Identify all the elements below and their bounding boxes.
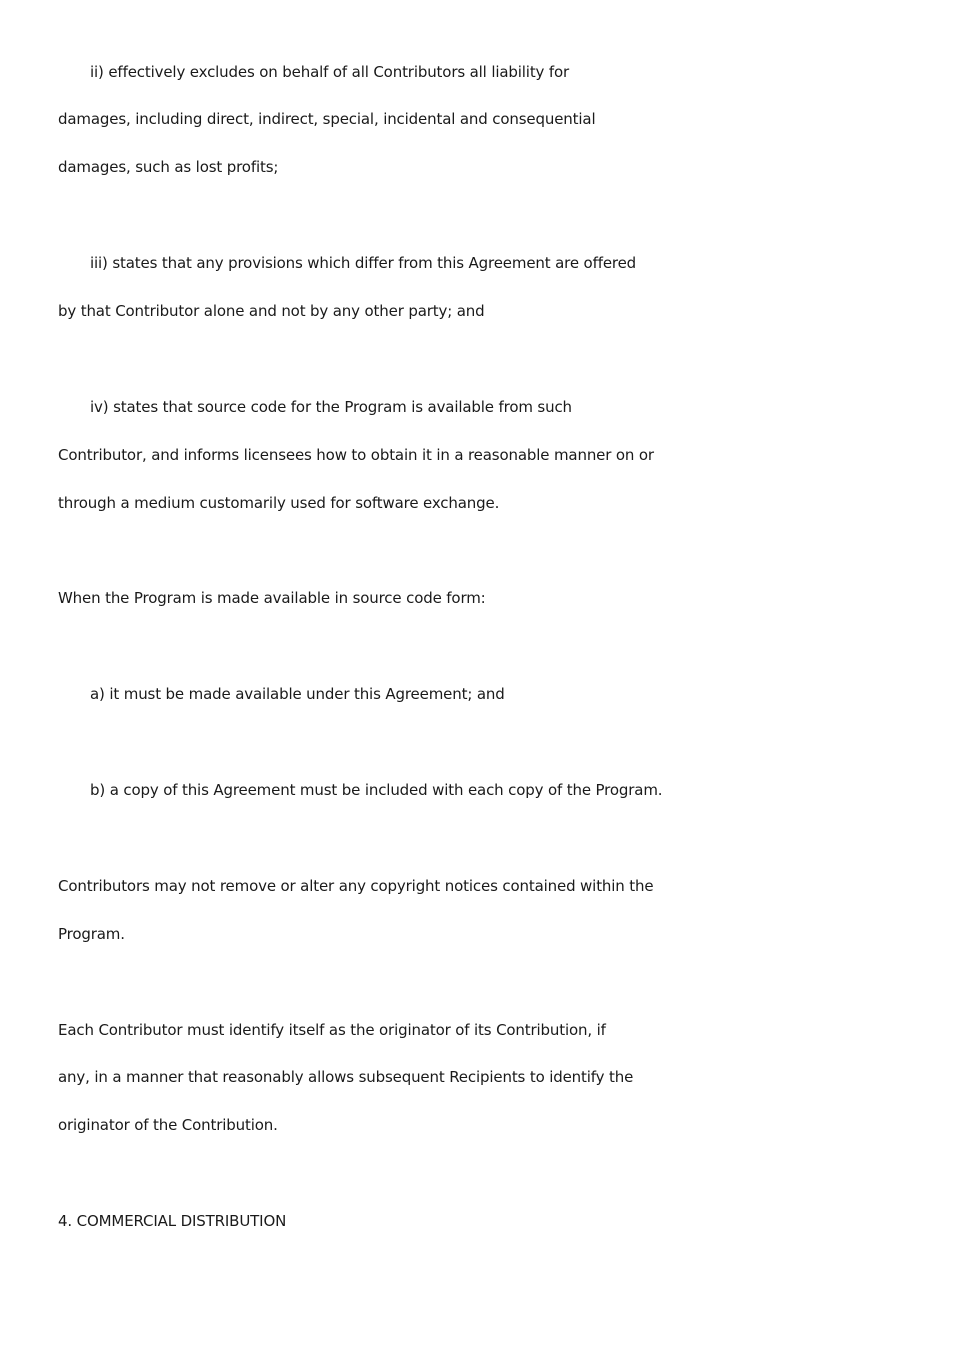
clause-iii-line-1: iii) states that any provisions which differ from this Agreement are offered (90, 254, 637, 272)
originator-line-3: originator of the Contribution. (58, 1116, 278, 1134)
originator-line-1: Each Contributor must identify itself as the originator of its Contribution, if (58, 1021, 606, 1039)
clause-ii-line-1: ii) effectively excludes on behalf of all Contributors all liability for (90, 63, 570, 81)
clause-ii-line-3: damages, such as lost profits; (58, 158, 279, 176)
copyright-notice-line-1: Contributors may not remove or alter any copyright notices contained within the (58, 877, 654, 895)
clause-a: a) it must be made available under this Agreement; and (90, 685, 505, 703)
clause-ii-line-2: damages, including direct, indirect, special, incidental and consequential (58, 110, 596, 128)
section-heading: 4. COMMERCIAL DISTRIBUTION (58, 1212, 287, 1230)
clause-b: b) a copy of this Agreement must be included with each copy of the Program. (90, 781, 663, 799)
clause-iv-line-1: iv) states that source code for the Program is available from such (90, 398, 572, 416)
clause-iii-line-2: by that Contributor alone and not by any other party; and (58, 302, 485, 320)
source-code-intro: When the Program is made available in source code form: (58, 589, 486, 607)
clause-iv-line-3: through a medium customarily used for software exchange. (58, 494, 500, 512)
clause-iv-line-2: Contributor, and informs licensees how to obtain it in a reasonable manner on or (58, 446, 654, 464)
copyright-notice-line-2: Program. (58, 925, 125, 943)
originator-line-2: any, in a manner that reasonably allows subsequent Recipients to identify the (58, 1068, 634, 1086)
